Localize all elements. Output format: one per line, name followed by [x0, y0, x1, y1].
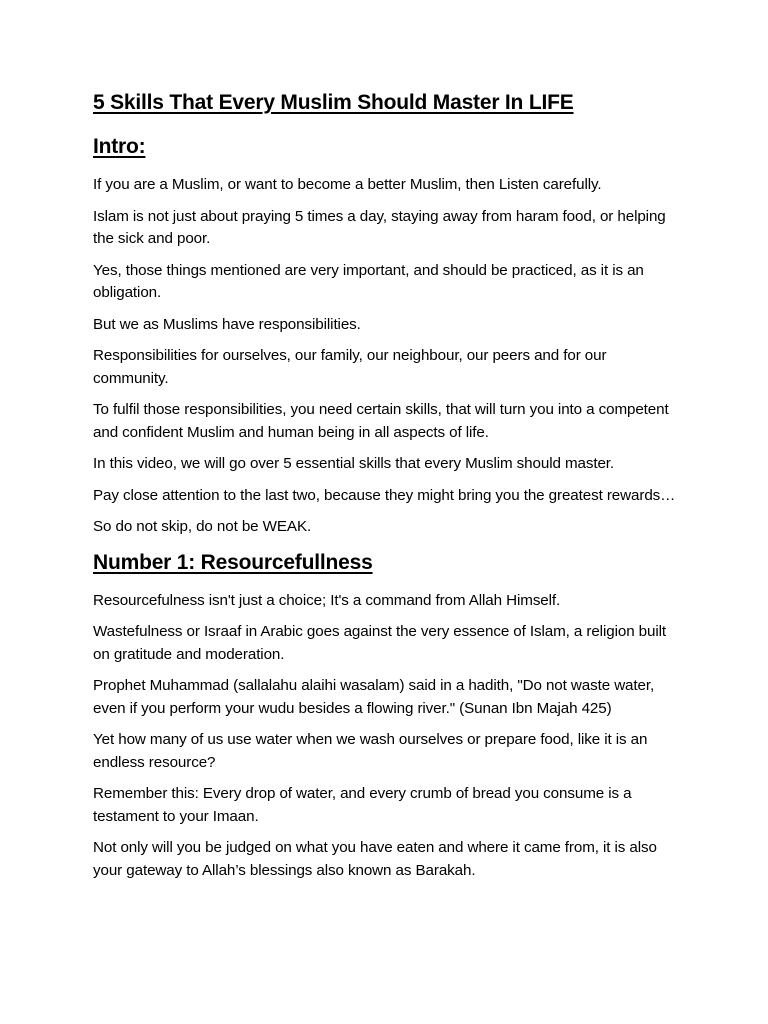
paragraph: Responsibilities for ourselves, our family, our neighbour, our peers and for our community.: [93, 347, 607, 387]
paragraph: So do not skip, do not be WEAK.: [93, 518, 312, 535]
paragraph: Pay close attention to the last two, because they might bring you the greatest rewards…: [93, 486, 676, 504]
paragraph: Yet how many of us use water when we wash ourselves or prepare food, like it is an endless resource?: [93, 731, 648, 771]
paragraph: But we as Muslims have responsibilities.: [93, 315, 361, 333]
paragraph: If you are a Muslim, or want to become a better Muslim, then Listen carefully.: [93, 176, 602, 193]
paragraph: Wastefulness or Israaf in Arabic goes against the very essence of Islam, a religion built on gratitude and moderation.: [93, 623, 667, 663]
section-heading: Intro:: [93, 135, 146, 158]
paragraph: In this video, we will go over 5 essential skills that every Muslim should master.: [93, 455, 615, 472]
section-heading: Number 1: Resourcefullness: [93, 550, 373, 574]
document-page: [93, 88, 683, 891]
paragraph: Remember this: Every drop of water, and every crumb of bread you consume is a testament to your Imaan.: [93, 785, 632, 825]
section-resourcefulness: [93, 548, 683, 883]
paragraph: Resourcefulness isn't just a choice; It's a command from Allah Himself.: [93, 591, 561, 609]
paragraph: Islam is not just about praying 5 times a day, staying away from haram food, or helping the sick and poor.: [93, 207, 666, 247]
paragraph: To fulfil those responsibilities, you need certain skills, that will turn you into a competent and confident Muslim and human being in all aspects of life.: [93, 401, 669, 441]
document-title: 5 Skills That Every Muslim Should Master In LIFE: [93, 91, 574, 114]
paragraph: Not only will you be judged on what you have eaten and where it came from, it is also your gateway to Allah’s blessings also known as Barakah.: [93, 839, 657, 879]
section-intro: [93, 132, 683, 539]
paragraph: Yes, those things mentioned are very important, and should be practiced, as it is an obligation.: [93, 261, 644, 301]
paragraph: Prophet Muhammad (sallalahu alaihi wasalam) said in a hadith, "Do not waste water, even if you perform your wudu besides a flowing river." (Sunan Ibn Majah 425): [93, 677, 655, 717]
